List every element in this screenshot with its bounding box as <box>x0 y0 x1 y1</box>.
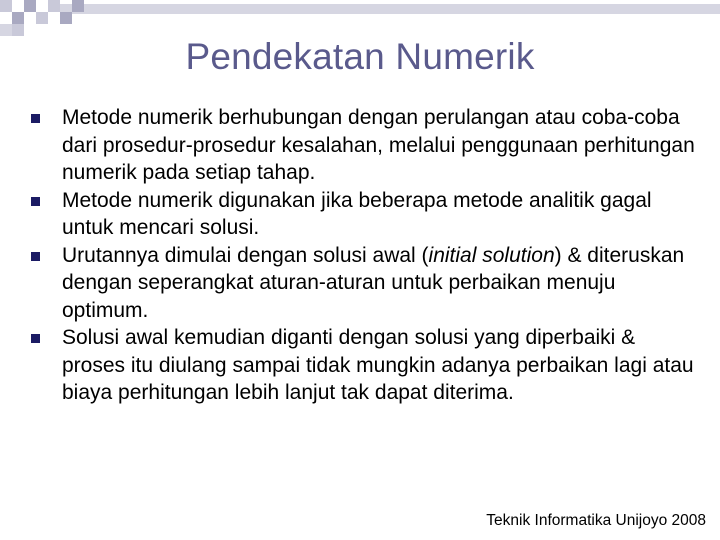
bullet-marker-icon <box>31 252 40 261</box>
checker-square <box>12 24 24 36</box>
bullet-item <box>31 242 701 325</box>
bullet-text: Metode numerik digunakan jika beberapa metode analitik gagal untuk mencari solusi. <box>62 188 652 239</box>
checker-square <box>72 0 84 12</box>
checker-square <box>48 0 60 12</box>
bullet-list <box>31 104 701 407</box>
checker-square <box>0 0 12 12</box>
bullet-item <box>31 187 701 242</box>
bullet-text: Urutannya dimulai dengan solusi awal ( <box>62 243 429 267</box>
checker-square <box>12 12 24 24</box>
checker-square <box>36 12 48 24</box>
bullet-item <box>31 324 701 407</box>
top-band <box>60 4 720 14</box>
bullet-text: Solusi awal kemudian diganti dengan solusi yang diperbaiki & proses itu diulang sampai tidak mungkin adanya perbaikan lagi atau biaya perhitungan lebih lanjut tak dapat diterima. <box>62 326 694 404</box>
bullet-item <box>31 104 701 187</box>
checker-pattern <box>0 0 720 40</box>
bullet-text: Metode numerik berhubungan dengan perulangan atau coba-coba dari prosedur-prosedur kesalahan, melalui penggunaan perhitungan numerik pada setiap tahap. <box>62 106 695 184</box>
bullet-marker-icon <box>31 334 40 343</box>
bullet-text: ) & diteruskan dengan seperangkat aturan-aturan untuk perbaikan menuju optimum. <box>62 243 685 322</box>
checker-square <box>24 0 36 12</box>
checker-square <box>0 24 12 36</box>
bullet-marker-icon <box>31 197 40 206</box>
bullet-marker-icon <box>31 114 40 123</box>
bullet-text-italic: initial solution <box>428 243 555 267</box>
corner-decoration <box>0 0 720 40</box>
checker-square <box>60 12 72 24</box>
slide-title: Pendekatan Numerik <box>185 36 535 77</box>
slide-footer: Teknik Informatika Unijoyo 2008 <box>486 512 706 529</box>
